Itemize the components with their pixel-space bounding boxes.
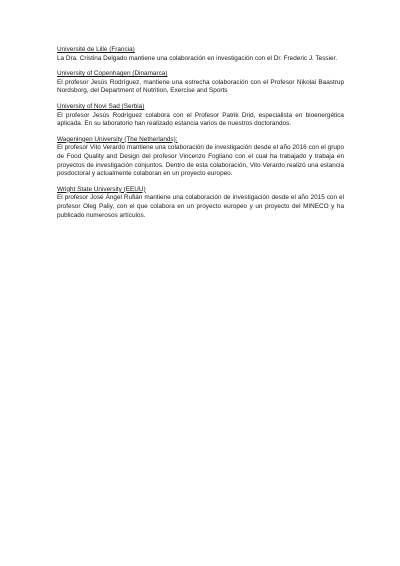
entry-heading: Wageningen University (The Netherlands):: [57, 135, 178, 143]
entry-text: El profesor Jesús Rodríguez, mantiene una estrecha colaboración con el Profesor Nikolai Baastrup Nordsborg, del Department of Nutrition, Exercise and Sports: [57, 78, 344, 95]
entry-university-of-copenhagen: [57, 70, 344, 96]
entry-wright-state-university: [57, 186, 344, 220]
entry-wageningen-university: [57, 136, 344, 179]
entry-heading: University of Copenhagen (Dinamarca): [57, 70, 168, 78]
document-page: [57, 46, 344, 227]
entry-text: El profesor José Ángel Rufián mantiene una colaboración de investigación desde el año 2015 con el profesor Oleg Paliy, con el que colabora en un proyecto europeo y un proyecto del MINECO y ha publicado numerosos artículos.: [57, 194, 344, 219]
entry-heading: Université de Lille (Francia): [57, 46, 135, 53]
entry-university-of-novi-sad: [57, 103, 344, 129]
entry-heading: Wright State University (EEUU): [57, 185, 146, 193]
entry-text: El profesor Vito Verardo mantiene una colaboración de investigación desde el año 2016 con el grupo de Food Quality and Design del profesor Vincenzo Fogliano con el cual ha trabajado y trabaja en proyectos de investigación conjuntos. Dentro de esta colaboración, Vito Verardo realizó una estancia posdoctoral y actualmente colaboran en un proyecto europeo.: [57, 144, 344, 178]
entry-text: El profesor Jesús Rodríguez colabora con el Profesor Patrik Drid, especialista en bioenergética aplicada. En su laboratorio han realizado estancia varios de nuestros doctorandos.: [57, 111, 344, 128]
entry-text: La Dra. Cristina Delgado mantiene una colaboración en investigación con el Dr. Frederic J. Tessier.: [57, 54, 338, 62]
entry-heading: University of Novi Sad (Serbia): [57, 102, 145, 110]
entry-universite-de-lille: [57, 46, 344, 63]
